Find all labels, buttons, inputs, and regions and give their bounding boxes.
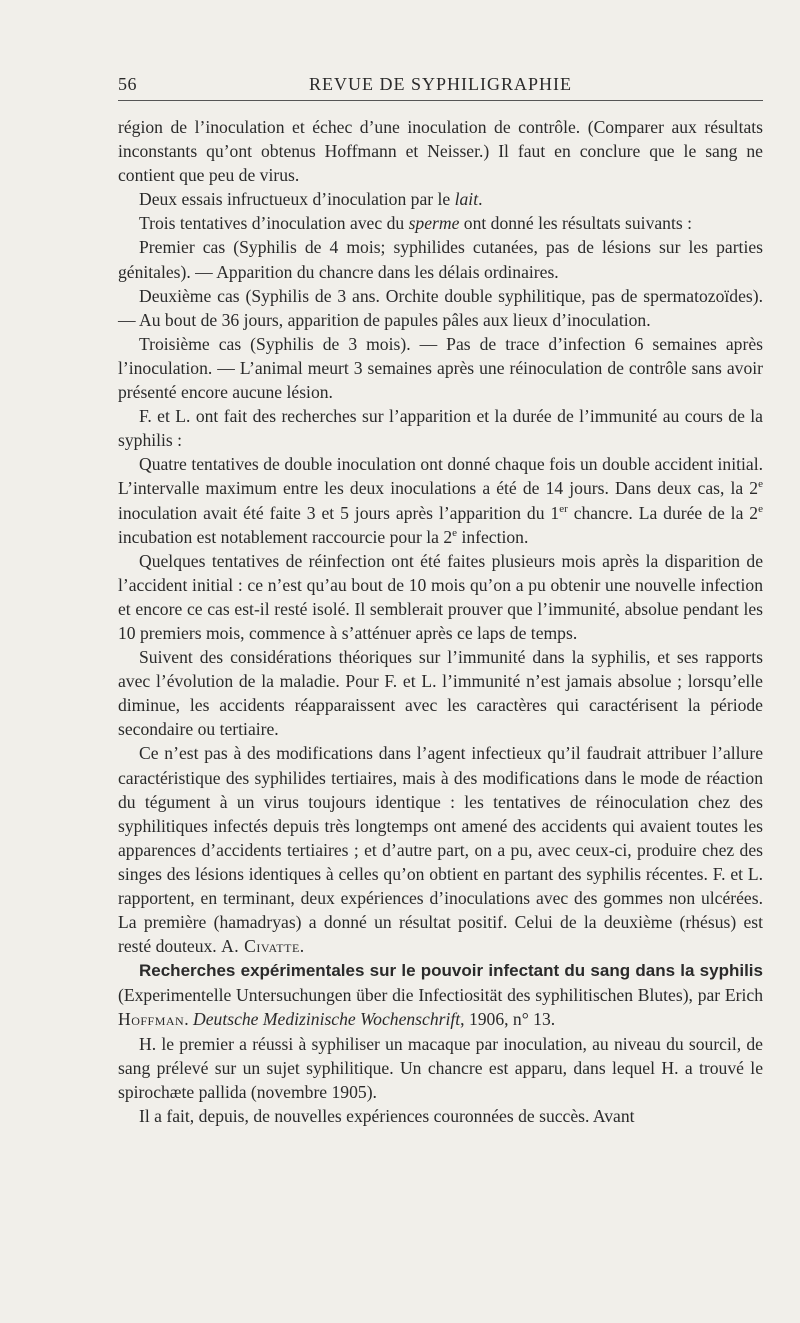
paragraph: Trois tentatives d’inoculation avec du sperme ont donné les résultats suivants :: [139, 213, 692, 234]
page-header: [118, 64, 763, 100]
journal-name: Deutsche Medizinische Wochenschrift: [193, 1009, 461, 1030]
emphasis: lait: [454, 189, 479, 210]
paragraph: région de l’inoculation et échec d’une inoculation de contrôle. (Comparer aux résultats inconstants qu’ont obtenus Hoffmann et Neisser.) Il faut en conclure que le sang ne contient que peu de virus.: [118, 117, 763, 186]
article-body: [118, 115, 763, 1128]
paragraph: Deuxième cas (Syphilis de 3 ans. Orchite double syphilitique, pas de spermatozoïdes). — Au bout de 36 jours, apparition de papules pâles aux lieux d’inoculation.: [118, 285, 763, 330]
review-heading-paragraph: Recherches expérimentales sur le pouvoir infectant du sang dans la syphilis (Experimentelle Untersuchungen über die Infectiosität des syphilitischen Blutes), par Erich Hoffman. Deutsche Medizinische Wochenschrift, 1906, n° 13.: [118, 961, 763, 1030]
paragraph: F. et L. ont fait des recherches sur l’apparition et la durée de l’immunité au cours de la syphilis :: [118, 406, 763, 451]
header-rule: [118, 100, 763, 101]
running-title: REVUE DE SYPHILIGRAPHIE: [309, 74, 572, 94]
paragraph: Quatre tentatives de double inoculation ont donné chaque fois un double accident initial. L’intervalle maximum entre les deux inoculations a été de 14 jours. Dans deux cas, la 2e inoculation avait été faite 3 et 5 jours après l’apparition du 1er chancre. La durée de la 2e incubation est notablement raccourcie pour la 2e infection.: [118, 454, 763, 547]
emphasis: sperme: [408, 213, 460, 234]
paragraph: Suivent des considérations théoriques sur l’immunité dans la syphilis, et ses rapports avec l’évolution de la maladie. Pour F. et L. l’immunité n’est jamais absolue ; lorsqu’elle diminue, les accidents réapparaissent avec les caractères qui caractérisent la période secondaire ou tertiaire.: [118, 647, 763, 740]
paragraph: Quelques tentatives de réinfection ont été faites plusieurs mois après la disparition de l’accident initial : ce n’est qu’au bout de 10 mois qu’on a pu obtenir une nouvelle infection et encore ce cas est-il resté isolé. Il semblerait prouver que l’immunité, absolue pendant les 10 premiers mois, commence à s’atténuer après ce laps de temps.: [118, 550, 763, 643]
paragraph: Il a fait, depuis, de nouvelles expériences couronnées de succès. Avant: [139, 1105, 635, 1126]
paragraph: Deux essais infructueux d’inoculation par le lait.: [139, 189, 483, 210]
review-title: Recherches expérimentales sur le pouvoir infectant du sang dans la syphilis: [139, 961, 763, 981]
author-signature: A. Civatte.: [221, 936, 305, 957]
paragraph: Premier cas (Syphilis de 4 mois; syphilides cutanées, pas de lésions sur les parties génitales). — Apparition du chancre dans les délais ordinaires.: [118, 237, 763, 282]
author-name: Hoffman: [118, 1009, 185, 1030]
paragraph: Troisième cas (Syphilis de 3 mois). — Pas de trace d’infection 6 semaines après l’inoculation. — L’animal meurt 3 semaines après une réinoculation de contrôle sans avoir présenté encore aucune lésion.: [118, 333, 763, 403]
paragraph: Ce n’est pas à des modifications dans l’agent infectieux qu’il faudrait attribuer l’allure caractéristique des syphilides tertiaires, mais à des modifications dans le mode de réaction du tégument à un virus toujours identique : les tentatives de réinoculation chez des syphilitiques infectés depuis très longtemps ont amené des accidents qui avaient toutes les apparences d’accidents tertiaires ; et d’autre part, on a pu, avec ceux-ci, produire chez des singes des lésions identiques à celles qu’on obtient en partant des syphilis récentes. F. et L. rapportent, en terminant, deux expériences d’inoculations avec des gommes non ulcérées. La première (hamadryas) a donné un résultat positif. Celui de la deuxième (rhésus) est resté douteux. A. Civatte.: [118, 743, 763, 957]
paragraph: H. le premier a réussi à syphiliser un macaque par inoculation, au niveau du sourcil, de sang prélevé sur un sujet syphilitique. Un chancre est apparu, dans lequel H. a trouvé le spirochæte pallida (novembre 1905).: [118, 1033, 763, 1102]
page-number: 56: [118, 74, 137, 94]
